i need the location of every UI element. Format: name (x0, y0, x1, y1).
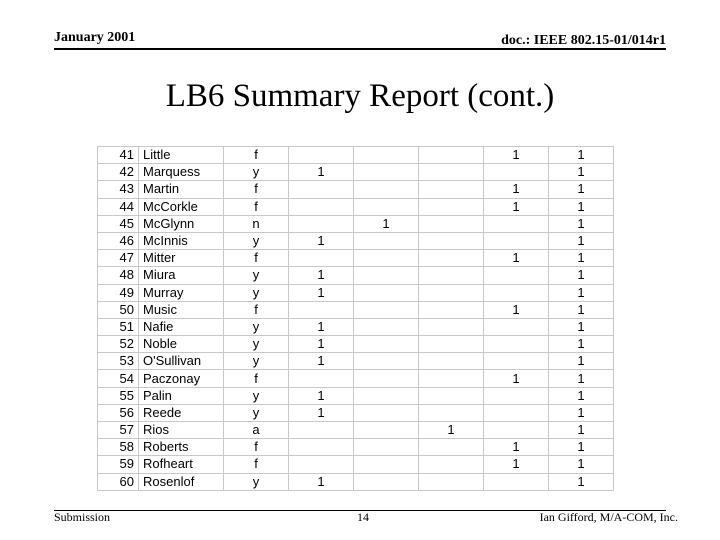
voter-name-cell: Roberts (139, 439, 224, 456)
row-number-cell: 59 (98, 456, 139, 473)
count-col-3-cell: 1 (419, 422, 484, 439)
voter-name-cell: Martin (139, 181, 224, 198)
count-col-5-cell: 1 (549, 215, 614, 232)
voter-name-cell: Rios (139, 422, 224, 439)
count-col-3-cell (419, 215, 484, 232)
voter-name-cell: McCorkle (139, 198, 224, 215)
summary-table-body (98, 147, 614, 491)
count-col-5-cell: 1 (549, 284, 614, 301)
count-col-4-cell (484, 232, 549, 249)
footer-page-number: 14 (357, 510, 369, 524)
count-col-1-cell (289, 456, 354, 473)
row-number-cell: 54 (98, 370, 139, 387)
count-col-1-cell: 1 (289, 267, 354, 284)
count-col-4-cell: 1 (484, 250, 549, 267)
count-col-2-cell: 1 (354, 215, 419, 232)
table-row (98, 370, 614, 387)
count-col-2-cell (354, 164, 419, 181)
row-number-cell: 50 (98, 301, 139, 318)
row-number-cell: 43 (98, 181, 139, 198)
table-row (98, 301, 614, 318)
table-row (98, 318, 614, 335)
vote-code-cell: y (224, 318, 289, 335)
table-row (98, 147, 614, 164)
count-col-4-cell (484, 267, 549, 284)
row-number-cell: 52 (98, 336, 139, 353)
count-col-1-cell (289, 181, 354, 198)
vote-code-cell: y (224, 232, 289, 249)
voter-name-cell: Murray (139, 284, 224, 301)
row-number-cell: 48 (98, 267, 139, 284)
count-col-3-cell (419, 473, 484, 490)
count-col-1-cell: 1 (289, 232, 354, 249)
count-col-4-cell: 1 (484, 370, 549, 387)
count-col-3-cell (419, 267, 484, 284)
footer-author: Ian Gifford, M/A-COM, Inc. (539, 510, 678, 524)
vote-code-cell: f (224, 370, 289, 387)
count-col-5-cell: 1 (549, 267, 614, 284)
count-col-2-cell (354, 387, 419, 404)
table-row (98, 353, 614, 370)
count-col-4-cell: 1 (484, 456, 549, 473)
voter-name-cell: O'Sullivan (139, 353, 224, 370)
header-doc-id: doc.: IEEE 802.15-01/014r1 (501, 33, 666, 48)
count-col-4-cell (484, 336, 549, 353)
vote-code-cell: f (224, 147, 289, 164)
count-col-2-cell (354, 404, 419, 421)
count-col-1-cell: 1 (289, 387, 354, 404)
count-col-2-cell (354, 473, 419, 490)
row-number-cell: 45 (98, 215, 139, 232)
row-number-cell: 44 (98, 198, 139, 215)
vote-code-cell: y (224, 473, 289, 490)
count-col-1-cell: 1 (289, 404, 354, 421)
table-row (98, 250, 614, 267)
count-col-4-cell (484, 164, 549, 181)
vote-code-cell: f (224, 439, 289, 456)
count-col-1-cell: 1 (289, 353, 354, 370)
voter-name-cell: Noble (139, 336, 224, 353)
row-number-cell: 58 (98, 439, 139, 456)
count-col-4-cell (484, 318, 549, 335)
count-col-5-cell: 1 (549, 370, 614, 387)
voter-name-cell: Music (139, 301, 224, 318)
count-col-1-cell (289, 198, 354, 215)
header-date: January 2001 (54, 30, 136, 45)
vote-code-cell: n (224, 215, 289, 232)
count-col-3-cell (419, 456, 484, 473)
count-col-2-cell (354, 147, 419, 164)
voter-name-cell: Marquess (139, 164, 224, 181)
count-col-1-cell (289, 422, 354, 439)
count-col-2-cell (354, 422, 419, 439)
count-col-5-cell: 1 (549, 181, 614, 198)
row-number-cell: 42 (98, 164, 139, 181)
row-number-cell: 56 (98, 404, 139, 421)
voter-name-cell: McInnis (139, 232, 224, 249)
table-row (98, 181, 614, 198)
row-number-cell: 46 (98, 232, 139, 249)
count-col-3-cell (419, 284, 484, 301)
summary-table-container (97, 146, 614, 491)
count-col-5-cell: 1 (549, 422, 614, 439)
count-col-5-cell: 1 (549, 456, 614, 473)
table-row (98, 422, 614, 439)
count-col-5-cell: 1 (549, 404, 614, 421)
count-col-5-cell: 1 (549, 473, 614, 490)
row-number-cell: 49 (98, 284, 139, 301)
count-col-5-cell: 1 (549, 318, 614, 335)
count-col-4-cell: 1 (484, 147, 549, 164)
voter-name-cell: Nafie (139, 318, 224, 335)
count-col-4-cell (484, 284, 549, 301)
vote-code-cell: y (224, 387, 289, 404)
table-row (98, 439, 614, 456)
count-col-3-cell (419, 232, 484, 249)
count-col-5-cell: 1 (549, 147, 614, 164)
count-col-1-cell (289, 147, 354, 164)
count-col-3-cell (419, 318, 484, 335)
count-col-5-cell: 1 (549, 250, 614, 267)
row-number-cell: 41 (98, 147, 139, 164)
count-col-5-cell: 1 (549, 353, 614, 370)
count-col-2-cell (354, 353, 419, 370)
footer-submission: Submission (54, 510, 111, 524)
table-row (98, 267, 614, 284)
count-col-1-cell (289, 301, 354, 318)
table-row (98, 284, 614, 301)
count-col-4-cell: 1 (484, 439, 549, 456)
count-col-1-cell (289, 215, 354, 232)
header-rule (54, 48, 666, 50)
count-col-3-cell (419, 147, 484, 164)
count-col-4-cell (484, 387, 549, 404)
count-col-2-cell (354, 284, 419, 301)
count-col-4-cell (484, 404, 549, 421)
count-col-2-cell (354, 198, 419, 215)
count-col-4-cell (484, 353, 549, 370)
count-col-5-cell: 1 (549, 164, 614, 181)
row-number-cell: 53 (98, 353, 139, 370)
count-col-4-cell (484, 215, 549, 232)
voter-name-cell: Rofheart (139, 456, 224, 473)
row-number-cell: 57 (98, 422, 139, 439)
count-col-5-cell: 1 (549, 336, 614, 353)
row-number-cell: 55 (98, 387, 139, 404)
vote-code-cell: y (224, 267, 289, 284)
vote-code-cell: y (224, 353, 289, 370)
count-col-3-cell (419, 301, 484, 318)
voter-name-cell: Reede (139, 404, 224, 421)
vote-code-cell: f (224, 198, 289, 215)
voter-name-cell: Little (139, 147, 224, 164)
count-col-1-cell: 1 (289, 473, 354, 490)
table-row (98, 232, 614, 249)
count-col-4-cell: 1 (484, 181, 549, 198)
count-col-3-cell (419, 181, 484, 198)
count-col-5-cell: 1 (549, 439, 614, 456)
table-row (98, 456, 614, 473)
table-row (98, 164, 614, 181)
count-col-5-cell: 1 (549, 198, 614, 215)
slide-title: LB6 Summary Report (cont.) (165, 78, 555, 114)
count-col-5-cell: 1 (549, 232, 614, 249)
row-number-cell: 60 (98, 473, 139, 490)
table-row (98, 473, 614, 490)
count-col-3-cell (419, 353, 484, 370)
vote-code-cell: y (224, 164, 289, 181)
count-col-5-cell: 1 (549, 387, 614, 404)
row-number-cell: 51 (98, 318, 139, 335)
count-col-4-cell (484, 473, 549, 490)
count-col-2-cell (354, 301, 419, 318)
count-col-1-cell (289, 250, 354, 267)
vote-code-cell: f (224, 250, 289, 267)
count-col-1-cell: 1 (289, 336, 354, 353)
count-col-1-cell (289, 370, 354, 387)
count-col-3-cell (419, 198, 484, 215)
count-col-3-cell (419, 404, 484, 421)
voter-name-cell: Miura (139, 267, 224, 284)
count-col-2-cell (354, 336, 419, 353)
count-col-2-cell (354, 181, 419, 198)
count-col-2-cell (354, 232, 419, 249)
table-row (98, 404, 614, 421)
vote-code-cell: y (224, 336, 289, 353)
count-col-1-cell (289, 439, 354, 456)
voter-name-cell: Paczonay (139, 370, 224, 387)
summary-table (97, 146, 614, 491)
table-row (98, 198, 614, 215)
voter-name-cell: Palin (139, 387, 224, 404)
count-col-4-cell (484, 422, 549, 439)
count-col-1-cell: 1 (289, 284, 354, 301)
vote-code-cell: f (224, 301, 289, 318)
count-col-3-cell (419, 336, 484, 353)
count-col-1-cell: 1 (289, 164, 354, 181)
count-col-2-cell (354, 370, 419, 387)
voter-name-cell: Mitter (139, 250, 224, 267)
voter-name-cell: Rosenlof (139, 473, 224, 490)
vote-code-cell: a (224, 422, 289, 439)
vote-code-cell: y (224, 404, 289, 421)
table-row (98, 387, 614, 404)
count-col-4-cell: 1 (484, 198, 549, 215)
count-col-3-cell (419, 439, 484, 456)
count-col-2-cell (354, 456, 419, 473)
table-row (98, 336, 614, 353)
count-col-2-cell (354, 250, 419, 267)
vote-code-cell: f (224, 456, 289, 473)
row-number-cell: 47 (98, 250, 139, 267)
count-col-3-cell (419, 250, 484, 267)
count-col-2-cell (354, 318, 419, 335)
count-col-1-cell: 1 (289, 318, 354, 335)
voter-name-cell: McGlynn (139, 215, 224, 232)
count-col-4-cell: 1 (484, 301, 549, 318)
count-col-2-cell (354, 439, 419, 456)
count-col-3-cell (419, 370, 484, 387)
count-col-3-cell (419, 387, 484, 404)
vote-code-cell: f (224, 181, 289, 198)
count-col-5-cell: 1 (549, 301, 614, 318)
table-row (98, 215, 614, 232)
count-col-2-cell (354, 267, 419, 284)
vote-code-cell: y (224, 284, 289, 301)
count-col-3-cell (419, 164, 484, 181)
